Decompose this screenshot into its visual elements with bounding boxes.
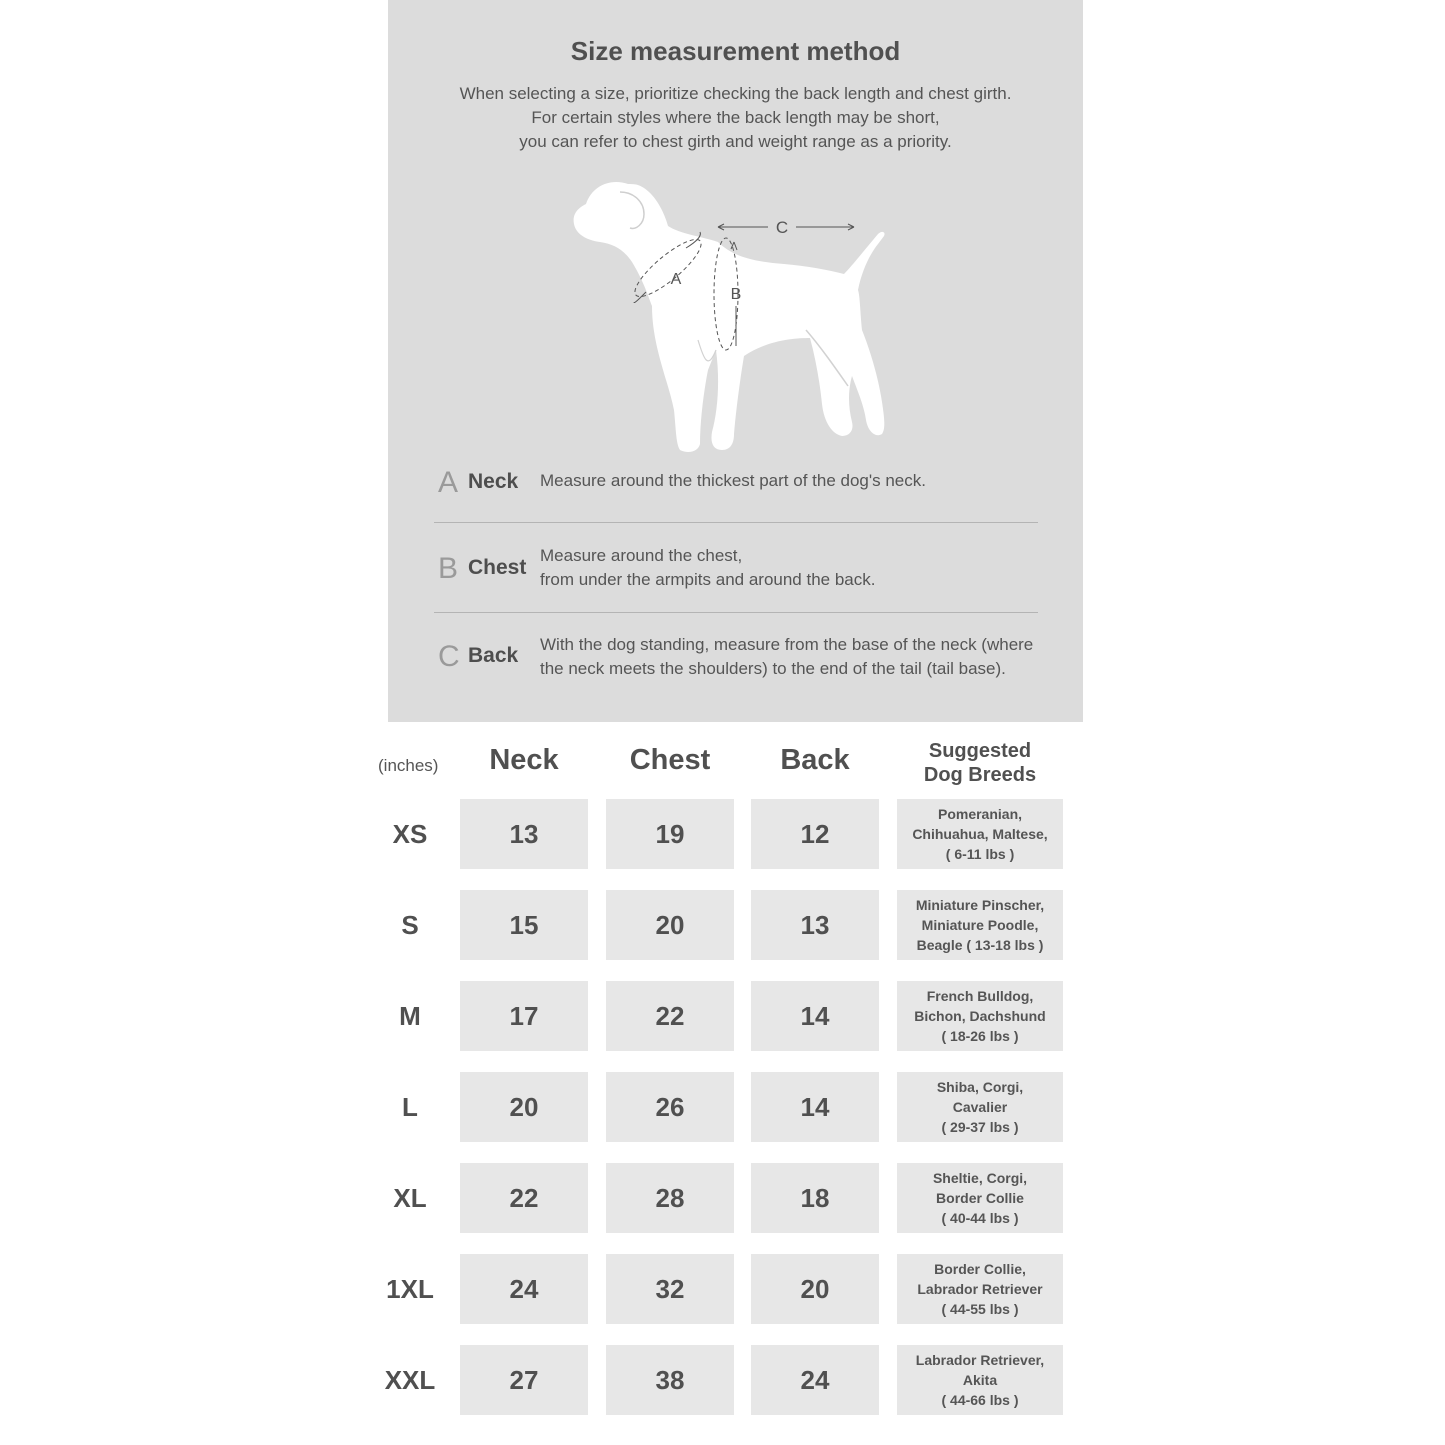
size-label: L [402, 1092, 418, 1122]
chest-cell: 19 [606, 799, 734, 869]
breeds-cell: Sheltie, Corgi, Border Collie ( 40-44 lbs ) [897, 1163, 1063, 1233]
back-cell: 18 [751, 1163, 879, 1233]
size-label: S [401, 910, 419, 940]
neck-cell: 24 [460, 1254, 588, 1324]
neck-cell: 22 [460, 1163, 588, 1233]
back-cell: 14 [751, 1072, 879, 1142]
back-cell: 12 [751, 799, 879, 869]
chest-cell: 38 [606, 1345, 734, 1415]
measurement-description: Measure around the chest, from under the armpits and around the back. [540, 546, 876, 589]
neck-cell: 15 [460, 890, 588, 960]
intro-line: When selecting a size, prioritize checking the back length and chest girth. [459, 84, 1012, 103]
chest-cell: 26 [606, 1072, 734, 1142]
divider [434, 522, 1038, 523]
back-cell: 13 [751, 890, 879, 960]
measurement-letter: C [438, 640, 460, 673]
guide-intro [388, 82, 1083, 154]
size-label: XL [393, 1183, 427, 1213]
intro-line: you can refer to chest girth and weight range as a priority. [519, 132, 952, 151]
breeds-cell: Border Collie, Labrador Retriever ( 44-55 lbs ) [897, 1254, 1063, 1324]
chest-cell: 28 [606, 1163, 734, 1233]
back-cell: 14 [751, 981, 879, 1051]
divider [434, 612, 1038, 613]
column-header-breeds: Suggested Dog Breeds [923, 740, 1037, 786]
guide-title: Size measurement method [570, 36, 901, 66]
intro-line: For certain styles where the back length may be short, [531, 108, 940, 127]
diagram-label-a: A [670, 271, 682, 288]
measurement-name: Neck [468, 470, 519, 493]
size-label: XXL [384, 1365, 436, 1395]
units-label: (inches) [378, 756, 439, 775]
size-label: M [399, 1001, 421, 1031]
diagram-label-b: B [730, 286, 742, 303]
diagram-label-c: C [775, 218, 789, 237]
column-header-chest: Chest [629, 744, 711, 776]
dog-measurement-illustration [548, 170, 918, 460]
measurement-name: Chest [468, 556, 527, 579]
column-header-neck: Neck [489, 744, 559, 776]
breeds-cell: French Bulldog, Bichon, Dachshund ( 18-26 lbs ) [897, 981, 1063, 1051]
neck-cell: 20 [460, 1072, 588, 1142]
size-label: 1XL [386, 1274, 434, 1304]
measurement-letter: A [438, 466, 459, 499]
breeds-cell: Shiba, Corgi, Cavalier ( 29-37 lbs ) [897, 1072, 1063, 1142]
measurement-letter: B [438, 552, 459, 585]
measurement-description: With the dog standing, measure from the base of the neck (where the neck meets the shoulders) to the end of the tail (tail base). [540, 635, 1034, 678]
back-cell: 20 [751, 1254, 879, 1324]
size-label: XS [392, 819, 428, 849]
chest-cell: 20 [606, 890, 734, 960]
measurement-guide-panel [388, 0, 1083, 722]
back-cell: 24 [751, 1345, 879, 1415]
breeds-cell: Labrador Retriever, Akita ( 44-66 lbs ) [897, 1345, 1063, 1415]
breeds-cell: Miniature Pinscher, Miniature Poodle, Beagle ( 13-18 lbs ) [897, 890, 1063, 960]
measurement-name: Back [468, 644, 519, 667]
neck-cell: 17 [460, 981, 588, 1051]
measurement-description: Measure around the thickest part of the dog's neck. [540, 471, 926, 490]
column-header-back: Back [780, 744, 850, 776]
neck-cell: 27 [460, 1345, 588, 1415]
chest-cell: 32 [606, 1254, 734, 1324]
breeds-cell: Pomeranian, Chihuahua, Maltese, ( 6-11 lbs ) [897, 799, 1063, 869]
chest-cell: 22 [606, 981, 734, 1051]
neck-cell: 13 [460, 799, 588, 869]
